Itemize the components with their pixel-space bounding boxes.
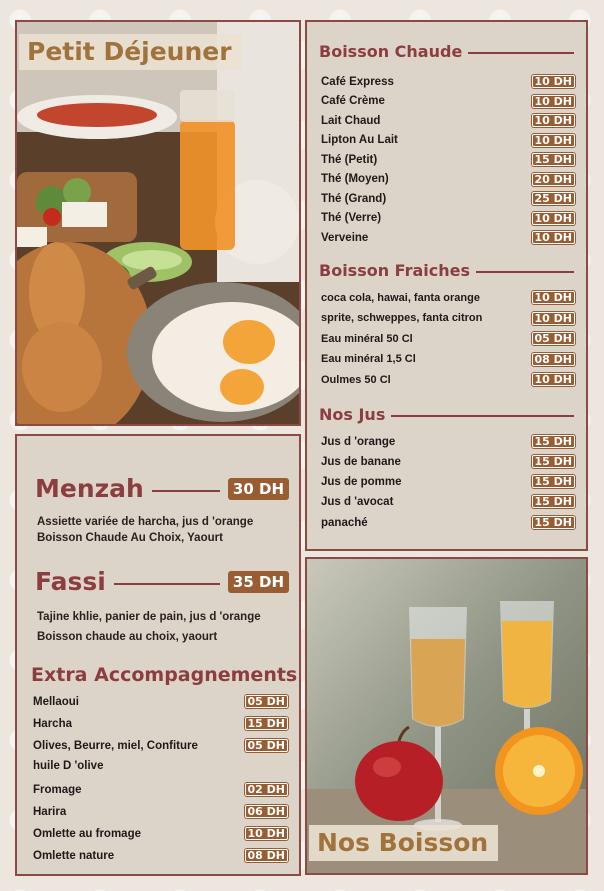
drink-item [321, 211, 576, 226]
extra-item [33, 848, 289, 863]
divider [468, 52, 574, 54]
cold-drinks-header [319, 261, 574, 280]
extra-name: huile D 'olive [33, 760, 104, 772]
fassi-desc [37, 607, 291, 647]
drink-name: Thé (Grand) [321, 192, 387, 205]
juice-name: Jus d 'avocat [321, 495, 394, 508]
drink-price: 25 DH [531, 191, 576, 206]
juices-header [319, 405, 574, 424]
juice-price: 15 DH [531, 454, 576, 469]
extra-price: 15 DH [244, 716, 289, 731]
drink-name: Café Crème [321, 95, 385, 107]
menzah-desc-line-2: Boisson Chaude Au Choix, Yaourt [37, 532, 223, 544]
drink-item [321, 94, 576, 109]
fassi-price: 35 DH [228, 571, 289, 593]
drinks-photo [305, 557, 588, 875]
extra-price: 05 DH [244, 738, 289, 753]
breakfast-title: Petit Déjeuner [19, 34, 242, 70]
extra-name: Mellaoui [33, 695, 80, 708]
juice-name: Jus de banane [321, 455, 401, 468]
drink-name: Thé (Petit) [321, 153, 378, 166]
drink-item [321, 311, 576, 326]
drink-price: 10 DH [531, 311, 576, 326]
drink-price: 10 DH [531, 290, 576, 305]
juice-item [321, 515, 576, 530]
fassi-desc-line-2: Boisson chaude au choix, yaourt [37, 631, 218, 643]
menzah-desc-line-1: Assiette variée de harcha, jus d 'orange [37, 516, 254, 528]
divider [476, 271, 574, 273]
extra-item [33, 738, 289, 753]
drink-item [321, 372, 576, 387]
extras-title: Extra Accompagnements [31, 664, 298, 686]
drinks-photo-title: Nos Boisson [309, 825, 498, 861]
breakfast-menu [15, 434, 301, 876]
drink-price: 08 DH [531, 352, 576, 367]
drink-item [321, 290, 576, 305]
drink-price: 10 DH [531, 94, 576, 109]
juice-name: Jus d 'orange [321, 435, 396, 448]
drink-price: 10 DH [531, 133, 576, 148]
juice-item [321, 454, 576, 469]
drink-price: 10 DH [531, 113, 576, 128]
drink-name: Oulmes 50 Cl [321, 373, 391, 386]
juice-price: 15 DH [531, 474, 576, 489]
extra-item [33, 716, 289, 731]
drink-item [321, 191, 576, 206]
extra-price: 06 DH [244, 804, 289, 819]
juice-item [321, 474, 576, 489]
drink-price: 10 DH [531, 230, 576, 245]
juice-price: 15 DH [531, 434, 576, 449]
drink-name: Thé (Moyen) [321, 173, 389, 185]
drink-name: Lait Chaud [321, 114, 381, 127]
drink-price: 15 DH [531, 152, 576, 167]
fassi-name: Fassi [35, 567, 106, 596]
extra-item [33, 826, 289, 841]
menzah-desc [37, 514, 291, 546]
divider [152, 490, 220, 492]
extra-name: Harira [33, 805, 67, 818]
extra-item [33, 694, 289, 709]
extra-price: 02 DH [244, 782, 289, 797]
extra-item [33, 760, 289, 772]
drink-item [321, 230, 576, 245]
divider [114, 583, 220, 585]
extra-price: 08 DH [244, 848, 289, 863]
drink-name: Eau minéral 1,5 Cl [321, 353, 416, 365]
drink-name: Café Express [321, 75, 394, 88]
drink-name: Verveine [321, 231, 369, 244]
menzah-name: Menzah [35, 474, 144, 503]
cold-drinks-title: Boisson Fraiches [319, 261, 470, 280]
extra-name: Fromage [33, 783, 82, 796]
drinks-menu [305, 20, 588, 551]
extra-item [33, 804, 289, 819]
juice-name: Jus de pomme [321, 475, 402, 488]
menzah-header [35, 474, 289, 503]
drink-name: sprite, schweppes, fanta citron [321, 312, 483, 324]
breakfast-photo [15, 20, 301, 426]
extra-item [33, 782, 289, 797]
extra-name: Omlette nature [33, 849, 115, 862]
juice-price: 15 DH [531, 494, 576, 509]
drink-name: coca cola, hawai, fanta orange [321, 291, 480, 304]
menzah-price: 30 DH [228, 478, 289, 500]
drink-item [321, 352, 576, 367]
drink-item [321, 331, 576, 346]
juice-item [321, 494, 576, 509]
extra-price: 05 DH [244, 694, 289, 709]
extra-name: Omlette au fromage [33, 827, 141, 840]
drink-item [321, 152, 576, 167]
extra-name: Olives, Beurre, miel, Confiture [33, 739, 198, 752]
hot-drinks-header [319, 42, 574, 61]
fassi-desc-line-1: Tajine khlie, panier de pain, jus d 'orange [37, 611, 261, 623]
drink-price: 20 DH [531, 172, 576, 187]
drink-price: 10 DH [531, 372, 576, 387]
extra-name: Harcha [33, 717, 72, 730]
drink-name: Lipton Au Lait [321, 134, 398, 146]
drink-item [321, 113, 576, 128]
drink-item [321, 133, 576, 148]
drink-price: 05 DH [531, 331, 576, 346]
juice-price: 15 DH [531, 515, 576, 530]
drink-name: Eau minéral 50 Cl [321, 332, 413, 345]
juice-item [321, 434, 576, 449]
extra-price: 10 DH [244, 826, 289, 841]
breakfast-illustration [17, 22, 299, 424]
divider [391, 415, 574, 417]
drink-item [321, 172, 576, 187]
drink-price: 10 DH [531, 74, 576, 89]
drink-name: Thé (Verre) [321, 212, 382, 224]
hot-drinks-title: Boisson Chaude [319, 42, 463, 61]
juices-title: Nos Jus [319, 405, 386, 424]
juice-name: panaché [321, 516, 368, 529]
drink-item [321, 74, 576, 89]
fassi-header [35, 567, 289, 596]
drink-price: 10 DH [531, 211, 576, 226]
